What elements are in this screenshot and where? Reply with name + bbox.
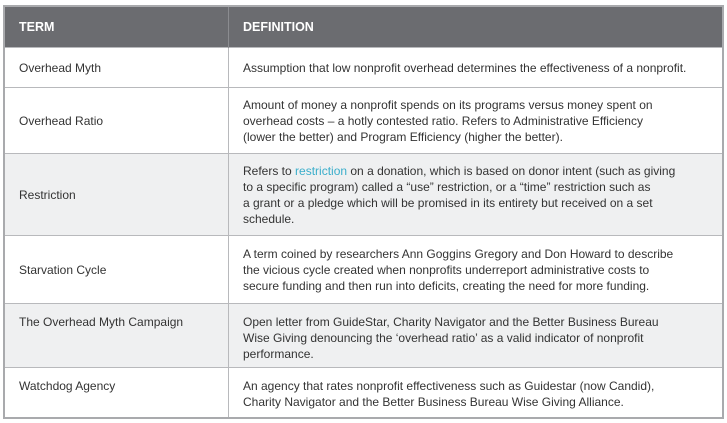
definition-line: Open letter from GuideStar, Charity Navigator and the Better Business Bureau: [243, 315, 659, 329]
term-cell: Restriction: [4, 154, 229, 236]
definition-line: (lower the better) and Program Efficiency (higher the better).: [243, 129, 563, 144]
term-column-header: TERM: [4, 6, 229, 48]
definition-line: secure funding and then run into deficits, creating the need for more funding.: [243, 278, 650, 293]
definition-line: a grant or a pledge which will be promised in its entirety but received on a set: [243, 195, 653, 210]
term-cell: Watchdog Agency: [4, 368, 229, 418]
definition-text: on a donation, which is based on donor intent (such as giving: [347, 163, 676, 178]
definition-cell: [229, 368, 724, 418]
definition-cell: [229, 154, 724, 236]
term-cell: Overhead Ratio: [4, 88, 229, 154]
definition-line: [243, 163, 722, 179]
restriction-link[interactable]: restriction: [295, 163, 348, 178]
definition-line: the vicious cycle created when nonprofits underreport administrative costs to: [243, 262, 650, 277]
definition-cell: [229, 48, 724, 88]
definition-text: Refers to: [243, 163, 296, 178]
definition-line: Assumption that low nonprofit overhead determines the effectiveness of a nonprofit.: [243, 60, 687, 75]
term-cell: The Overhead Myth Campaign: [4, 304, 229, 368]
table-row: [4, 236, 723, 304]
definition-line: A term coined by researchers Ann Goggins Gregory and Don Howard to describe: [243, 246, 674, 261]
definition-line: Charity Navigator and the Better Business Bureau Wise Giving Alliance.: [243, 395, 624, 409]
table-row: [4, 48, 723, 88]
header-row: [4, 6, 723, 48]
term-cell: Starvation Cycle: [4, 236, 229, 304]
definition-cell: [229, 304, 724, 368]
definition-line: to a specific program) called a “use” restriction, or a “time” restriction such as: [243, 179, 651, 194]
term-cell: Overhead Myth: [4, 48, 229, 88]
definition-line: Amount of money a nonprofit spends on its programs versus money spent on: [243, 97, 653, 112]
table-row: [4, 88, 723, 154]
definition-column-header: DEFINITION: [229, 6, 724, 48]
definition-line: An agency that rates nonprofit effectiveness such as Guidestar (now Candid),: [243, 379, 655, 393]
definition-cell: [229, 88, 724, 154]
glossary-table: [3, 5, 724, 419]
definition-line: Wise Giving denouncing the ‘overhead ratio’ as a valid indicator of nonprofit: [243, 331, 644, 345]
table-row: [4, 154, 723, 236]
definition-cell: [229, 236, 724, 304]
table-row: [4, 368, 723, 418]
table-row: [4, 304, 723, 368]
definition-line: performance.: [243, 347, 314, 361]
definition-line: schedule.: [243, 211, 295, 226]
definition-line: overhead costs – a hotly contested ratio. Refers to Administrative Efficiency: [243, 113, 643, 128]
